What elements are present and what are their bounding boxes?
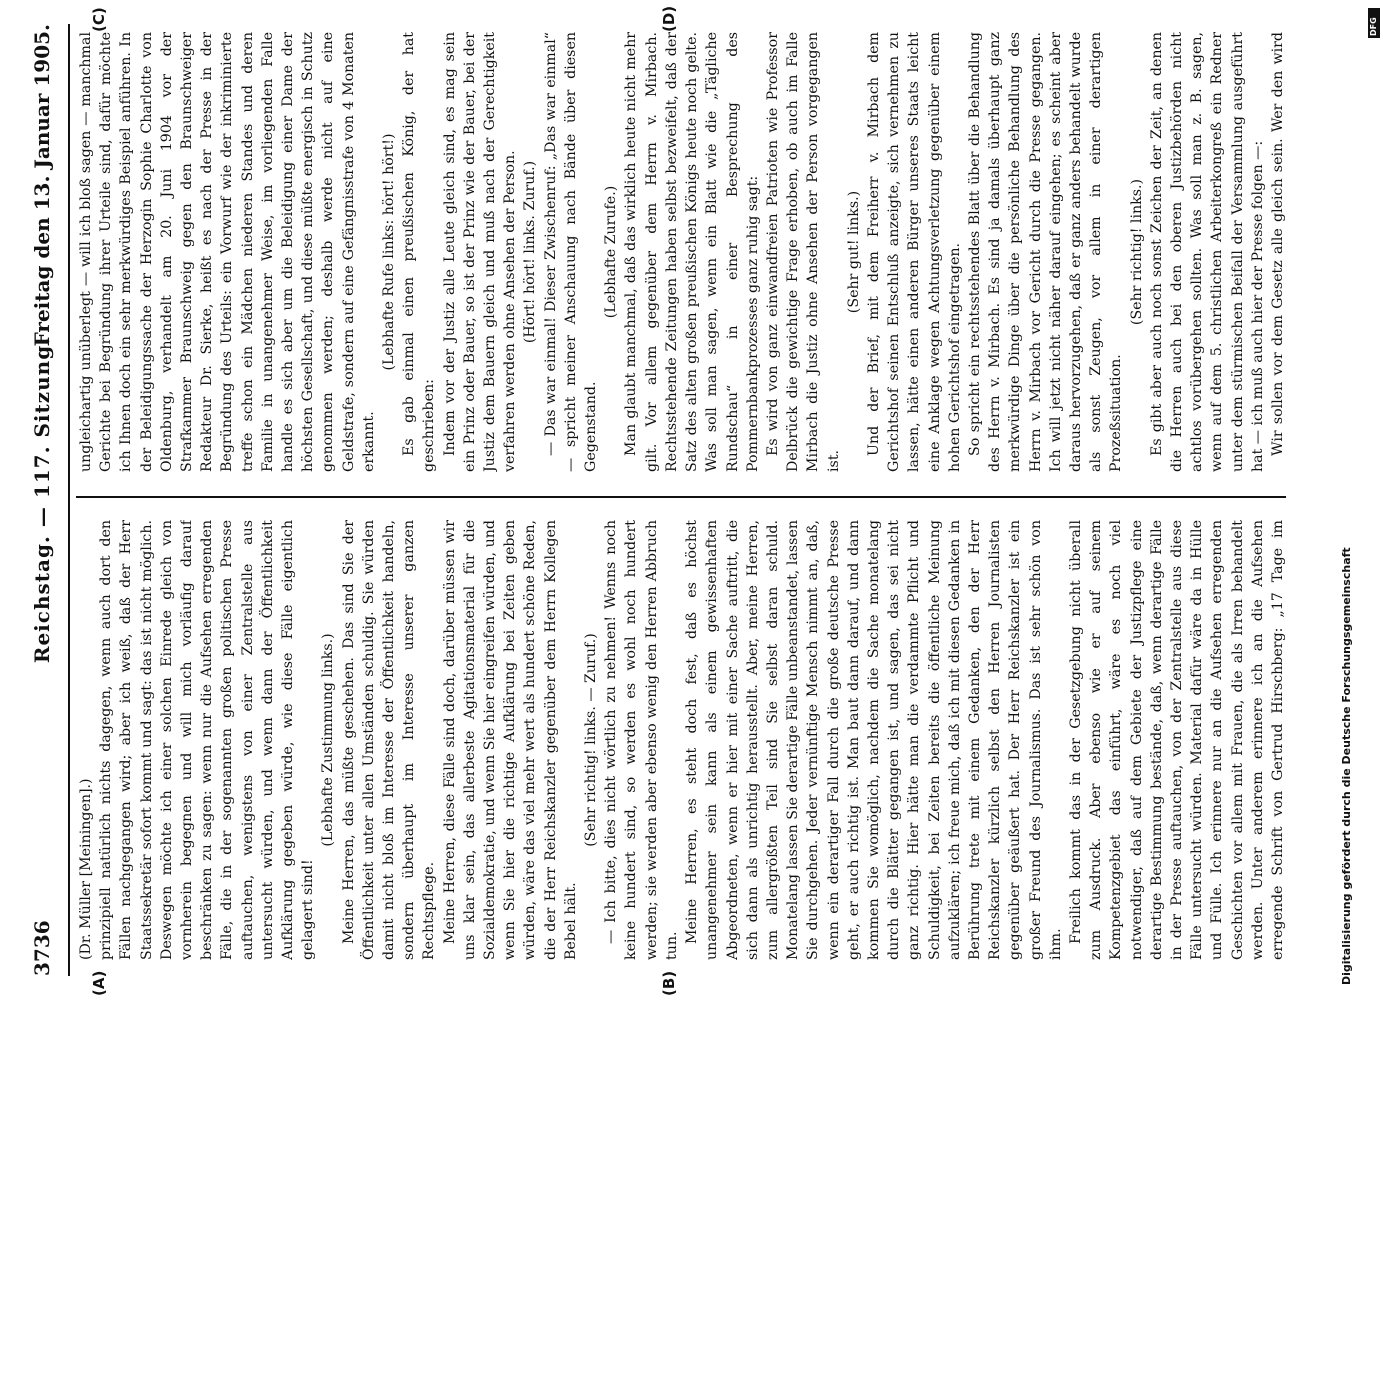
digitization-note-text: Digitalisierung gefördert durch die Deutsche Forschungsgemeinschaft xyxy=(1340,547,1353,985)
paragraph: ungleichartig unüberlegt — will ich bloß sagen — manchmal Gerichte bei Begründung ihrer Urteile sind, dafür möchte ich Ihnen doch ein sehr merkwürdiges Beispiel anführen. In der Beleidigungssache der Herzogin Sophie Charlotte von Oldenburg, verhandelt am 20. Juni 1904 vor der Strafkammer Braunschweig gegen den Braunschweiger Redakteur Dr. Sierke, heißt es nach der Presse in der Begründung des Urteils: ein Vorwurf wie der inkriminierte treffe schon ein Mädchen niederen Standes und deren Familie in unangenehmer Weise, im vorliegenden Falle handle es sich aber um die Beleidigung einer Dame der höchsten Gesellschaft, und diese müßte energisch in Schutz genommen werden; deshalb werde nicht auf eine Geldstrafe, sondern auf eine Gefängnisstrafe von 4 Monaten erkannt. xyxy=(78,32,377,472)
interjection: (Sehr richtig! links. — Zuruf.) xyxy=(583,633,600,847)
margin-marker-b: (B) xyxy=(660,970,678,996)
session-title: Reichstag. — 117. Sitzung. xyxy=(30,336,54,664)
paragraph: Meine Herren, diese Fälle sind doch, darüber müssen wir uns klar sein, das allerbeste Agitationsmaterial für die Sozialdemokratie, und wenn Sie hier eingreifen würden, und wenn Sie hier die richtige Aufklärung bei Zeiten geben würden, wäre das viel mehr wert als hundert schöne Reden, die der Herr Reichskanzler gegenüber dem Herrn Kollegen Bebel hält. xyxy=(441,520,579,960)
interjection: (Lebhafte Rufe links: hört! hört!) xyxy=(381,133,398,371)
header-rule xyxy=(68,24,70,976)
paragraph: — Das war einmal! Dieser Zwischenruf: „Das war einmal“ — spricht meiner Anschauung nach Bände über diesen Gegenstand. xyxy=(542,32,600,472)
quote: Es wird von ganz einwandfreien Patrioten wie Professor Delbrück die gewichtige Frage erhoben, ob auch im Falle Mirbach die Justiz ohne Ansehen der Person vorgegangen ist. xyxy=(764,32,842,472)
quote: Wir sollen vor dem Gesetz alle gleich sein. Wer den wird xyxy=(1269,32,1286,456)
paragraph: Es gibt aber auch noch sonst Zeichen der Zeit, an denen die Herren auch bei den oberen Justizbehörden nicht achtlos vorübergehen sollten. Was soll man z. B. sagen, wenn auf dem 5. christlichen Arbeiterkongreß ein Redner unter dem stürmischen Beifall der Versammlung ausgeführt hat — ich muß auch hier der Presse folgen —: xyxy=(1148,32,1266,472)
paragraph: Freilich kommt das in der Gesetzgebung nicht überall zum Ausdruck. Aber ebenso wie er auf seinem Kompetenzgebiet das einführt, wäre es noch viel notwendiger, daß auf dem Gebiete der Justizpflege eine derartige Bestimmung bestände, daß, wenn derartige Fälle in der Presse auftauchen, von der Zentralstelle aus diese Fälle untersucht würden. Material dafür wäre da in Hülle und Fülle. Ich erinnere nur an die Aufsehen erregenden Geschichten vor allem mit Frauen, die als Irren behandelt werden. Unter anderem erinnere ich an die Aufsehen erregende Schrift von Gertrud Hirschberg: „17 Tage im xyxy=(1067,520,1286,960)
right-column xyxy=(76,32,1286,472)
margin-marker-c: (C) xyxy=(90,7,108,32)
interjection: (Hört! hört! links. Zuruf.) xyxy=(522,160,539,344)
paragraph: Man glaubt manchmal, daß das wirklich heute nicht mehr gilt. Vor allem gegenüber dem Herrn v. Mirbach. Rechtsstehende Zeitungen haben selbst bezweifelt, daß der Satz des alten großen preußischen Königs heute noch gelte. Was soll man sagen, wenn ein Blatt wie die „Tägliche Rundschau“ in einer Besprechung des Pommernbankprozesses ganz ruhig sagt: xyxy=(623,32,761,472)
page-number: 3736 xyxy=(30,920,54,976)
paragraph: Es gab einmal einen preußischen König, der hat geschrieben: xyxy=(401,32,438,472)
digitization-note xyxy=(1340,10,1360,990)
paragraph: — Ich bitte, dies nicht wörtlich zu nehmen! Wenns noch keine hundert sind, so werden es wohl noch hundert werden; sie werden aber ebenso wenig den Herren Abbruch tun. xyxy=(603,520,680,960)
speaker-line: (Dr. Müller [Meiningen].) xyxy=(78,778,94,960)
paragraph: Meine Herren, es steht doch fest, daß es höchst unangenehmer sein kann als einem gewissenhaften Abgeordneten, wenn er hier mit einer Sache auftritt, die sich dann als unrichtig herausstellt. Aber, meine Herren, zum allergrößten Teil sind Sie selbst daran schuld. Monatelang lassen Sie derartige Fälle unbeanstandet, lassen Sie durchgehen. Jeder vernünftige Mensch nimmt an, daß, wenn ein derartiger Fall durch die große deutsche Presse geht, er auch richtig ist. Man baut dann darauf, und dann kommen Sie womöglich, nachdem die Sache monatelang durch die Blätter gegangen ist, und sagen, das sei nicht ganz richtig. Hier hätte man die verdammte Pflicht und Schuldigkeit, bei Zeiten bereits die öffentliche Meinung aufzuklären; ich freue mich, daß ich mit diesen Gedanken in Berührung trete mit einem Gedanken, den der Herr Reichskanzler kürzlich selbst den Herren Journalisten gegenüber geäußert hat. Der Herr Reichskanzler ist ein großer Freund des Journalismus. Das ist sehr schön von ihm. xyxy=(684,520,1064,960)
margin-marker-d: (D) xyxy=(660,5,678,32)
interjection: (Lebhafte Zustimmung links.) xyxy=(320,633,337,847)
paragraph: So spricht ein rechtsstehendes Blatt über die Behandlung des Herrn v. Mirbach. Es sind ja damals überhaupt ganz merkwürdige Dinge über die persönliche Behandlung des Herrn v. Mirbach vor Gericht durch die Presse gegangen. Ich will jetzt nicht näher darauf eingehen; es scheint aber daraus hervorzugehen, daß er ganz anders behandelt wurde als sonst Zeugen, vor allem in einer derartigen Prozeßsituation. xyxy=(966,32,1125,472)
interjection: (Sehr richtig! links.) xyxy=(1128,178,1145,326)
margin-marker-a: (A) xyxy=(90,970,108,996)
paragraph: prinzipiell natürlich nichts dagegen, wenn auch dort den Fällen nachgegangen wird; aber ich weiß, daß der Herr Staatssekretär sofort kommt und sagt: das ist nicht möglich. Deswegen möchte ich einer solchen Einrede gleich von vornherein begegnen und will mich vorläufig darauf beschränken zu sagen: wenn nur die Aufsehen erregenden Fälle, die in der sogenannten großen politischen Presse auftauchen, wenigstens von einer Zentralstelle aus untersucht würden, und wenn dann der Öffentlichkeit Aufklärung gegeben würde, wie diese Fälle eigentlich gelagert sind! xyxy=(98,520,317,960)
column-divider xyxy=(76,496,1286,498)
quote: Und der Brief, mit dem Freiherr v. Mirbach dem Gerichtshof seinen Entschluß anzeigte, sich vernehmen zu lassen, hätte einen anderen Bürger unseres Staats leicht eine Anklage wegen Achtungsverletzung gegenüber einem hohen Gerichtshof eingetragen. xyxy=(865,32,963,472)
paragraph: Meine Herren, das müßte geschehen. Das sind Sie der Öffentlichkeit unter allen Umständen schuldig. Sie würden damit nicht bloß im Interesse der Öffentlichkeit handeln, sondern überhaupt im Interesse unserer ganzen Rechtspflege. xyxy=(340,520,438,960)
page-header xyxy=(30,24,62,976)
interjection: (Sehr gut! links.) xyxy=(845,190,862,314)
quote: Indem vor der Justiz alle Leute gleich sind, es mag sein ein Prinz oder Bauer, so ist der Prinz wie der Bauer, bei der Justiz dem Bauern gleich und muß nach der Gerechtigkeit verfahren werden ohne Ansehen der Person. xyxy=(441,32,519,472)
dfg-logo-text: DFG xyxy=(1369,17,1378,36)
dfg-logo xyxy=(1368,8,1380,38)
session-date: Freitag den 13. Januar 1905. xyxy=(30,24,54,347)
left-column xyxy=(76,520,1286,960)
interjection: (Lebhafte Zurufe.) xyxy=(603,185,620,319)
